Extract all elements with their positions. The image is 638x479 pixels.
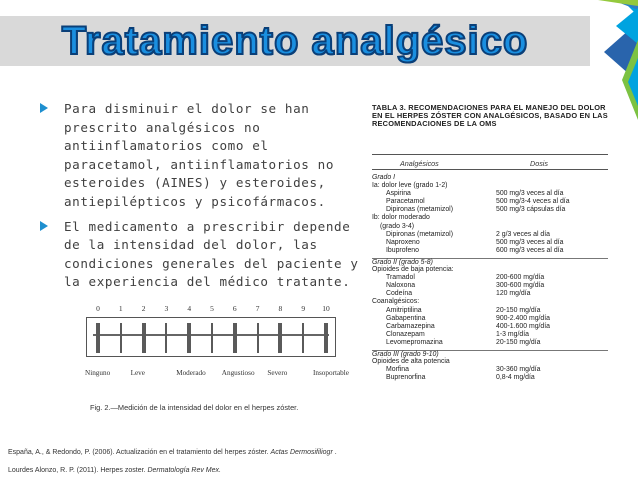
table-cell-analgesic: Clonazepam — [386, 330, 425, 338]
table-cell-analgesic: Levomepromazina — [386, 338, 443, 346]
table-cell-analgesic: Grado III (grado 9-10) — [372, 350, 439, 358]
bullet-list — [40, 100, 360, 298]
bullet-text: Para disminuir el dolor se han prescrito analgésicos no antiinflamatorios como el paracetamol, antiinflamatorios no esteroides (AINES) y esteroides, antiepilépticos y psicofármacos. — [64, 101, 335, 209]
pain-scale-figure — [85, 287, 349, 412]
slide-title: Tratamiento analgésico — [61, 19, 529, 63]
scale-level-label: Insoportable — [313, 369, 349, 377]
table-row — [372, 350, 608, 358]
table-cell-analgesic: Amitriptilina — [386, 306, 422, 314]
table-row — [372, 366, 608, 374]
table-cell-dose: 600 mg/3 veces al día — [496, 246, 564, 254]
scale-number: 6 — [232, 304, 237, 313]
table-row — [372, 190, 608, 198]
scale-number: 7 — [255, 304, 260, 313]
table-cell-analgesic: Paracetamol — [386, 198, 425, 206]
table-cell-dose: 20-150 mg/día — [496, 306, 541, 314]
table-cell-analgesic: Aspirina — [386, 190, 411, 198]
right-edge-shape-blue — [628, 58, 638, 106]
table-body — [372, 174, 608, 382]
scale-tick — [142, 323, 146, 353]
bullet-arrow-icon — [40, 221, 48, 231]
scale-number: 4 — [187, 304, 192, 313]
dosage-table — [372, 104, 614, 424]
header-dosis: Dosis — [530, 159, 548, 168]
table-cell-dose: 0,8-4 mg/día — [496, 374, 535, 382]
table-cell-analgesic: Grado I — [372, 174, 395, 181]
table-cell-analgesic: Dipironas (metamizol) — [386, 230, 454, 238]
table-cell-analgesic: Naproxeno — [386, 238, 420, 246]
scale-tick — [233, 323, 237, 353]
table-cell-analgesic: Carbamazepina — [386, 322, 435, 330]
scale-tick — [324, 323, 328, 353]
bullet-item — [40, 218, 360, 292]
figure-caption: Fig. 2.—Medición de la intensidad del dolor en el herpes zóster. — [90, 403, 299, 412]
scale-tick — [187, 323, 191, 353]
table-row — [372, 206, 608, 214]
scale-tick — [257, 323, 259, 353]
scale-number: 5 — [210, 304, 214, 313]
table-cell-analgesic: Codeína — [386, 290, 413, 298]
table-row — [372, 358, 608, 366]
table-row — [372, 214, 608, 222]
table-header — [372, 154, 608, 170]
scale-level-label: Leve — [130, 369, 145, 377]
table-cell-analgesic: Opioides de alta potencia — [372, 358, 450, 366]
scale-tick — [211, 323, 213, 353]
table-cell-analgesic: Ia: dolor leve (grado 1-2) — [372, 182, 448, 190]
table-cell-dose: 500 mg/3 veces al día — [496, 190, 564, 198]
table-row — [372, 258, 608, 266]
table-cell-dose: 1-3 mg/día — [496, 330, 529, 338]
scale-number: 10 — [322, 304, 330, 313]
table-row — [372, 315, 608, 323]
table-row — [372, 239, 608, 247]
table-row — [372, 174, 608, 182]
reference-journal: Actas Dermosifiliogr — [270, 449, 333, 456]
scale-level-label: Ninguno — [85, 369, 111, 377]
table-row — [372, 231, 608, 239]
table-row — [372, 282, 608, 290]
table-cell-dose: 120 mg/día — [496, 290, 531, 298]
scale-level-label: Severo — [267, 369, 288, 377]
scale-tick — [96, 323, 100, 353]
bullet-item — [40, 100, 360, 212]
table-title: TABLA 3. RECOMENDACIONES PARA EL MANEJO DEL DOLOR EN EL HERPES ZÓSTER CON ANALGÉSICOS, BASADO EN LAS RECOMENDACIONES DE LA OMS — [372, 103, 608, 129]
table-row — [372, 307, 608, 315]
table-row — [372, 198, 608, 206]
table-cell-dose: 400-1.600 mg/día — [496, 322, 551, 330]
scale-number: 8 — [278, 304, 283, 313]
table-cell-analgesic: Coanalgésicos: — [372, 298, 420, 306]
reference-end: . — [332, 449, 337, 456]
table-row — [372, 290, 608, 298]
table-cell-analgesic: (grado 3-4) — [380, 222, 415, 230]
table-cell-analgesic: Ibuprofeno — [386, 246, 419, 254]
header-analgesicos: Analgésicos — [400, 159, 439, 168]
table-cell-dose: 200-600 mg/día — [496, 274, 545, 282]
right-edge-shape-cyan — [616, 8, 638, 44]
table-cell-analgesic: Tramadol — [386, 274, 415, 282]
table-row — [372, 339, 608, 347]
scale-number: 3 — [164, 304, 169, 313]
table-cell-analgesic: Grado II (grado 5-8) — [372, 258, 433, 266]
table-cell-analgesic: Morfina — [386, 366, 409, 374]
table-cell-analgesic: Ib: dolor moderado — [372, 214, 430, 222]
table-cell-dose: 300-600 mg/día — [496, 282, 545, 290]
reference-1 — [8, 449, 337, 456]
table-cell-dose: 500 mg/3-4 veces al día — [496, 198, 570, 206]
table-row — [372, 247, 608, 255]
table-row — [372, 298, 608, 306]
reference-text: España, A., & Redondo, P. (2006). Actualización en el tratamiento del herpes zóster. — [8, 449, 271, 456]
table-row — [372, 182, 608, 190]
scale-number: 2 — [141, 304, 146, 313]
scale-tick — [165, 323, 167, 353]
table-cell-dose: 20-150 mg/día — [496, 338, 541, 346]
table-cell-analgesic: Opioides de baja potencia: — [372, 266, 454, 274]
table-cell-analgesic: Buprenorfina — [386, 374, 426, 382]
corner-accent-green — [598, 0, 638, 6]
scale-tick — [302, 323, 304, 353]
scale-tick — [120, 323, 122, 353]
table-cell-analgesic: Dipironas (metamizol) — [386, 206, 454, 214]
table-cell-dose: 900-2.400 mg/día — [496, 314, 551, 322]
table-row — [372, 323, 608, 331]
table-cell-analgesic: Naloxona — [386, 282, 416, 290]
reference-2 — [8, 467, 221, 474]
table-cell-dose: 500 mg/3 veces al día — [496, 238, 564, 246]
bullet-arrow-icon — [40, 103, 48, 113]
table-row — [372, 374, 608, 382]
table-cell-analgesic: Gabapentina — [386, 314, 426, 322]
scale-number: 1 — [118, 304, 123, 313]
scale-tick — [278, 323, 282, 353]
table-row — [372, 223, 608, 231]
reference-text: Lourdes Alonzo, R. P. (2011). Herpes zoster. — [8, 467, 148, 474]
table-row — [372, 266, 608, 274]
scale-level-label: Moderado — [176, 369, 206, 377]
table-row — [372, 274, 608, 282]
scale-number: 0 — [96, 304, 100, 313]
bullet-text: El medicamento a prescribir depende de la intensidad del dolor, las condiciones generales del paciente y la experiencia del médico tratante. — [64, 218, 359, 290]
table-cell-dose: 500 mg/3 cápsulas día — [496, 206, 566, 214]
scale-level-label: Angustioso — [221, 369, 255, 377]
reference-journal: Dermatología Rev Mex. — [147, 467, 221, 474]
table-row — [372, 331, 608, 339]
scale-number: 9 — [301, 304, 306, 313]
table-cell-dose: 30-360 mg/día — [496, 366, 541, 374]
table-cell-dose: 2 g/3 veces al día — [496, 230, 551, 238]
